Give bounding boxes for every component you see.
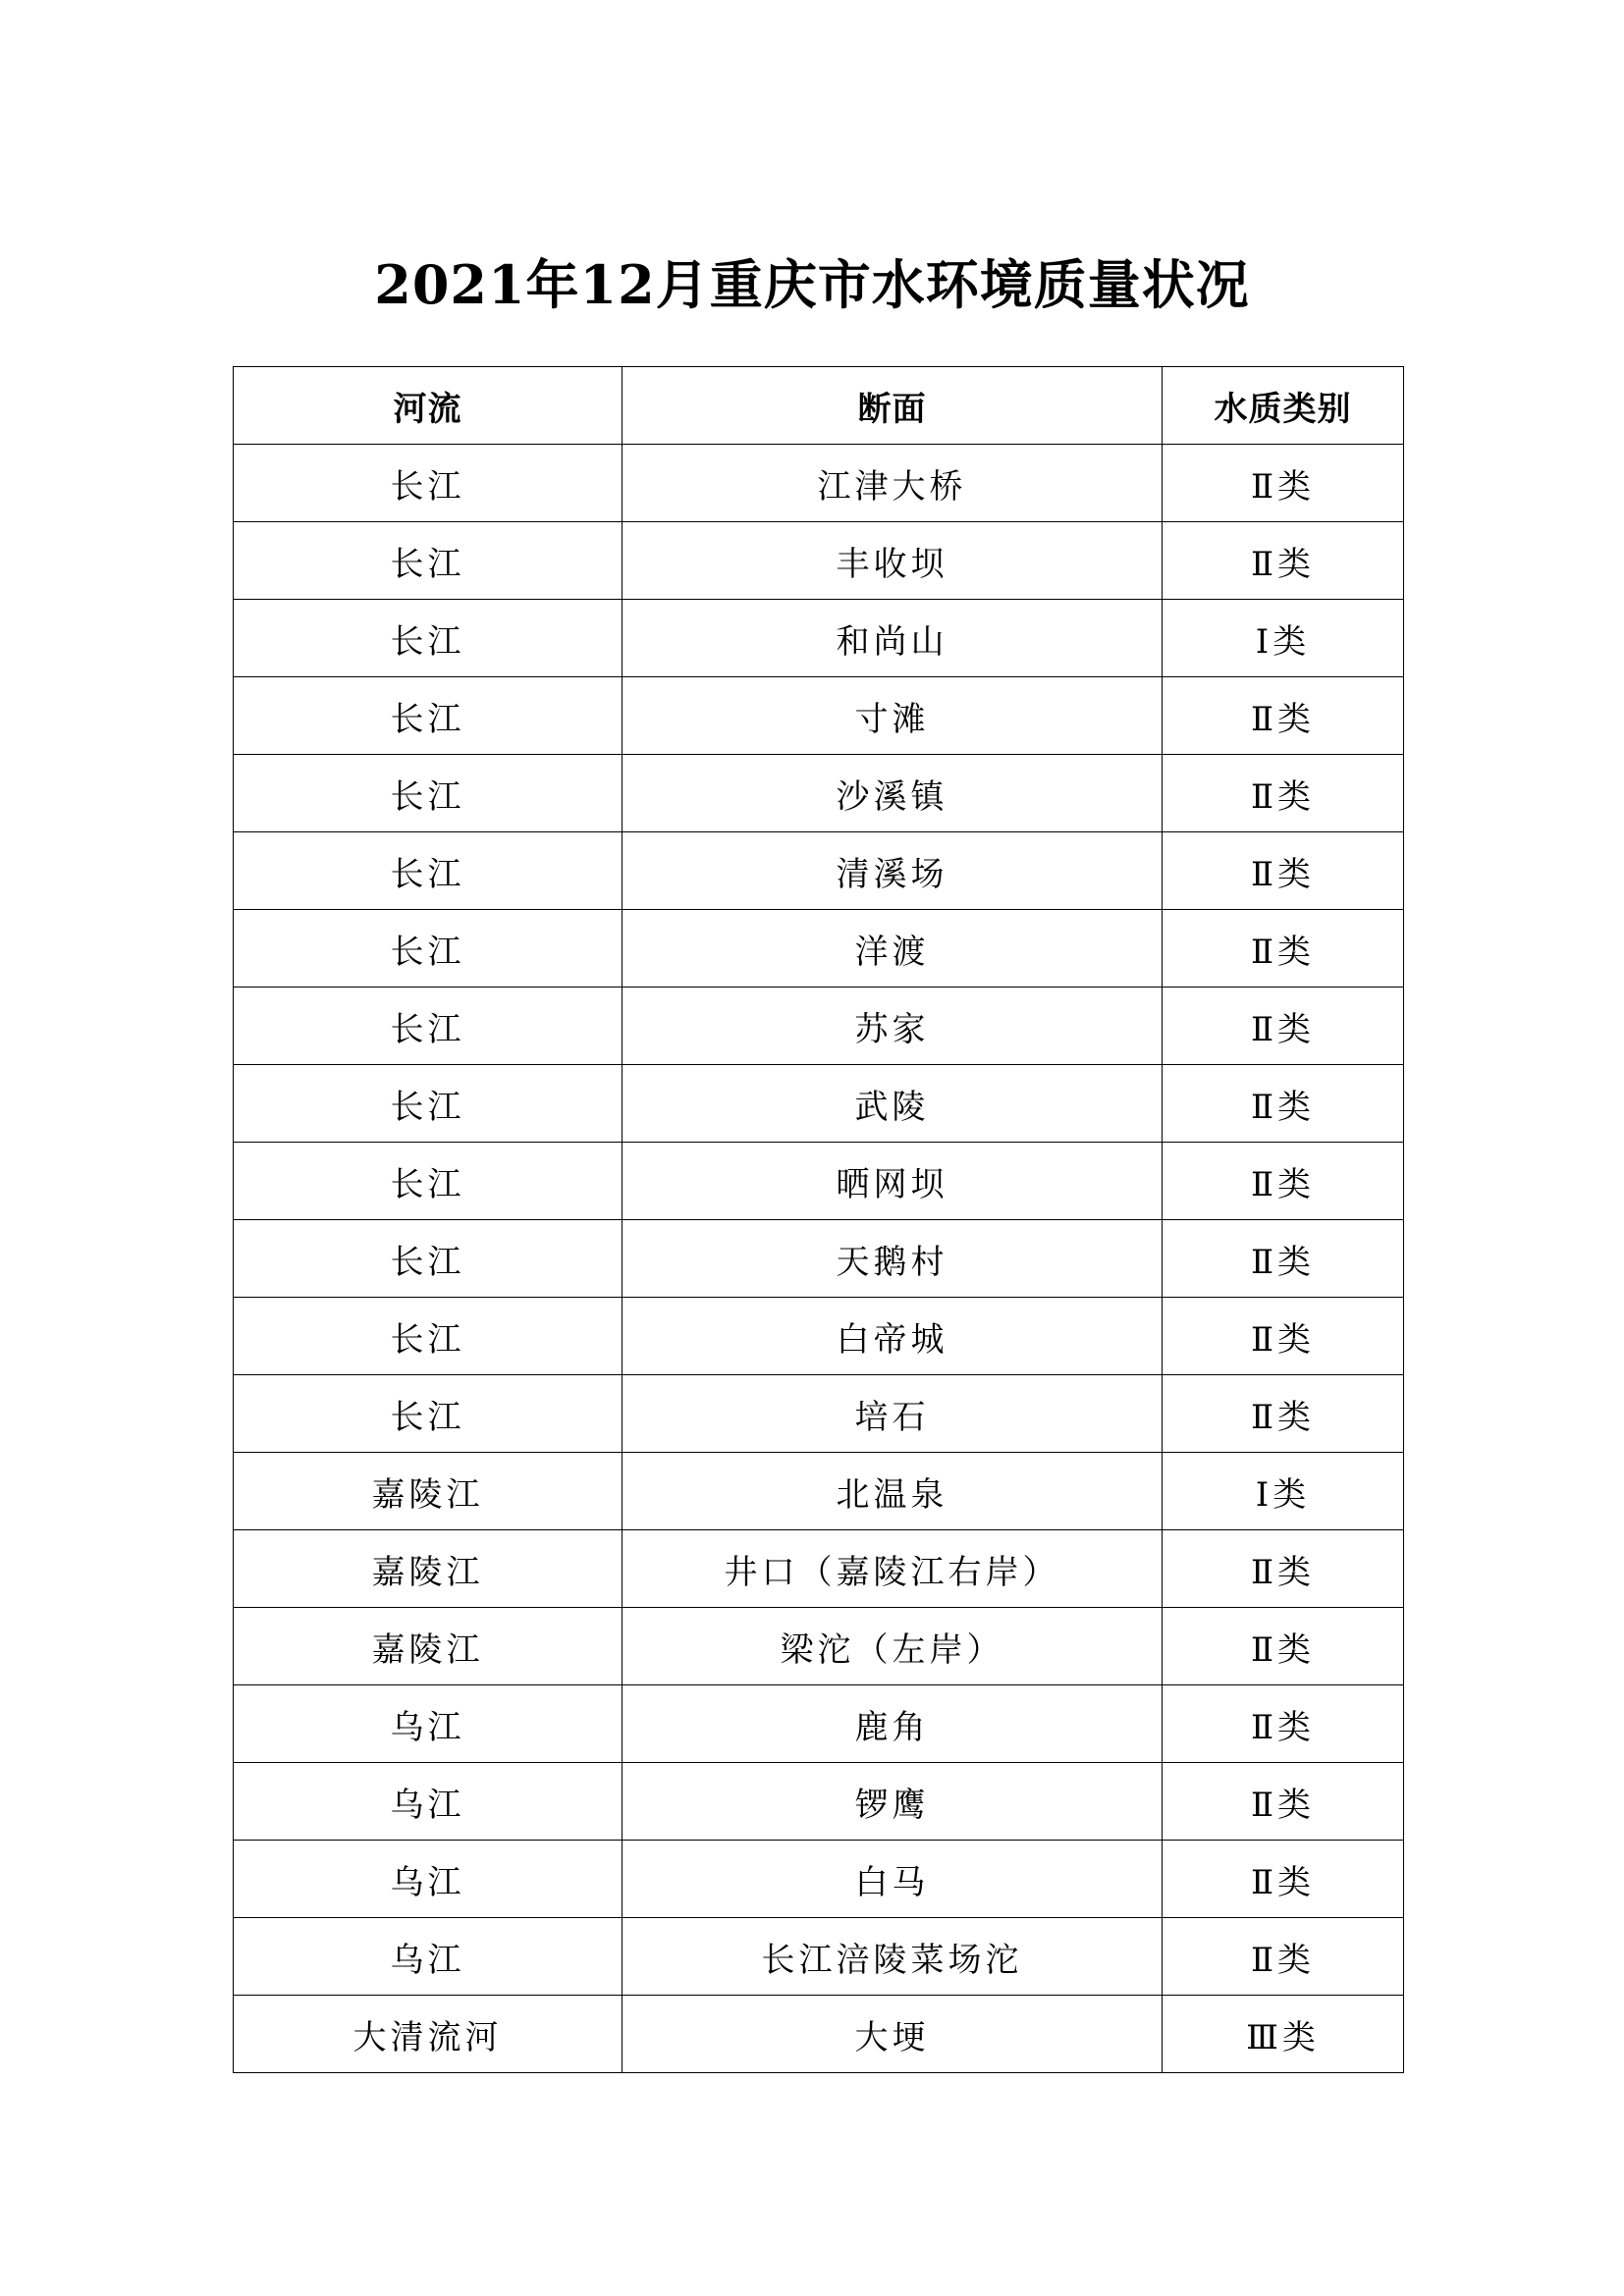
section-cell: 晒网坝 — [623, 1143, 1163, 1220]
table-row — [234, 1841, 1404, 1918]
table-row — [234, 832, 1404, 910]
water-class-cell: Ⅱ类 — [1163, 832, 1404, 910]
river-cell: 长江 — [234, 1220, 623, 1298]
water-class-cell: Ⅰ类 — [1163, 600, 1404, 677]
water-class-cell: Ⅱ类 — [1163, 1685, 1404, 1763]
table-row — [234, 1996, 1404, 2073]
table-row — [234, 522, 1404, 600]
table-row — [234, 1143, 1404, 1220]
section-cell: 清溪场 — [623, 832, 1163, 910]
river-cell: 乌江 — [234, 1685, 623, 1763]
river-cell: 长江 — [234, 988, 623, 1065]
section-cell: 和尚山 — [623, 600, 1163, 677]
table-body — [234, 445, 1404, 2073]
river-cell: 长江 — [234, 1065, 623, 1143]
water-class-cell: Ⅱ类 — [1163, 1220, 1404, 1298]
water-quality-table — [233, 366, 1404, 2073]
header-river: 河流 — [234, 367, 623, 445]
table-row — [234, 1685, 1404, 1763]
table-row — [234, 1375, 1404, 1453]
table-row — [234, 1065, 1404, 1143]
river-cell: 乌江 — [234, 1918, 623, 1996]
section-cell: 鹿角 — [623, 1685, 1163, 1763]
water-class-cell: Ⅰ类 — [1163, 1453, 1404, 1530]
river-cell: 长江 — [234, 522, 623, 600]
water-class-cell: Ⅱ类 — [1163, 755, 1404, 832]
table-header-row — [234, 367, 1404, 445]
river-cell: 乌江 — [234, 1841, 623, 1918]
table-row — [234, 1763, 1404, 1841]
section-cell: 长江涪陵菜场沱 — [623, 1918, 1163, 1996]
water-class-cell: Ⅱ类 — [1163, 1375, 1404, 1453]
table-row — [234, 445, 1404, 522]
water-class-cell: Ⅱ类 — [1163, 1841, 1404, 1918]
section-cell: 白帝城 — [623, 1298, 1163, 1375]
water-class-cell: Ⅱ类 — [1163, 1763, 1404, 1841]
river-cell: 长江 — [234, 1298, 623, 1375]
section-cell: 培石 — [623, 1375, 1163, 1453]
section-cell: 梁沱（左岸） — [623, 1608, 1163, 1685]
water-class-cell: Ⅱ类 — [1163, 522, 1404, 600]
table-row — [234, 677, 1404, 755]
section-cell: 苏家 — [623, 988, 1163, 1065]
header-section: 断面 — [623, 367, 1163, 445]
river-cell: 长江 — [234, 1375, 623, 1453]
table-row — [234, 1298, 1404, 1375]
table-row — [234, 988, 1404, 1065]
river-cell: 乌江 — [234, 1763, 623, 1841]
water-class-cell: Ⅱ类 — [1163, 1608, 1404, 1685]
water-class-cell: Ⅱ类 — [1163, 1530, 1404, 1608]
section-cell: 天鹅村 — [623, 1220, 1163, 1298]
river-cell: 长江 — [234, 600, 623, 677]
section-cell: 大埂 — [623, 1996, 1163, 2073]
page-title: 2021年12月重庆市水环境质量状况 — [374, 253, 1250, 316]
river-cell: 嘉陵江 — [234, 1608, 623, 1685]
river-cell: 长江 — [234, 445, 623, 522]
table-row — [234, 910, 1404, 988]
river-cell: 嘉陵江 — [234, 1453, 623, 1530]
water-class-cell: Ⅱ类 — [1163, 1143, 1404, 1220]
water-class-cell: Ⅱ类 — [1163, 1918, 1404, 1996]
section-cell: 沙溪镇 — [623, 755, 1163, 832]
river-cell: 长江 — [234, 832, 623, 910]
section-cell: 武陵 — [623, 1065, 1163, 1143]
water-class-cell: Ⅱ类 — [1163, 1065, 1404, 1143]
section-cell: 寸滩 — [623, 677, 1163, 755]
river-cell: 嘉陵江 — [234, 1530, 623, 1608]
water-class-cell: Ⅱ类 — [1163, 988, 1404, 1065]
water-class-cell: Ⅱ类 — [1163, 445, 1404, 522]
table-row — [234, 1530, 1404, 1608]
section-cell: 江津大桥 — [623, 445, 1163, 522]
table-row — [234, 1220, 1404, 1298]
table-row — [234, 755, 1404, 832]
river-cell: 长江 — [234, 755, 623, 832]
section-cell: 洋渡 — [623, 910, 1163, 988]
river-cell: 长江 — [234, 910, 623, 988]
water-class-cell: Ⅱ类 — [1163, 910, 1404, 988]
section-cell: 丰收坝 — [623, 522, 1163, 600]
section-cell: 井口（嘉陵江右岸） — [623, 1530, 1163, 1608]
table-row — [234, 1453, 1404, 1530]
water-class-cell: Ⅱ类 — [1163, 1298, 1404, 1375]
section-cell: 白马 — [623, 1841, 1163, 1918]
table-row — [234, 600, 1404, 677]
water-class-cell: Ⅱ类 — [1163, 677, 1404, 755]
water-class-cell: Ⅲ类 — [1163, 1996, 1404, 2073]
header-water-class: 水质类别 — [1163, 367, 1404, 445]
river-cell: 大清流河 — [234, 1996, 623, 2073]
river-cell: 长江 — [234, 1143, 623, 1220]
section-cell: 锣鹰 — [623, 1763, 1163, 1841]
table-row — [234, 1608, 1404, 1685]
river-cell: 长江 — [234, 677, 623, 755]
table-row — [234, 1918, 1404, 1996]
section-cell: 北温泉 — [623, 1453, 1163, 1530]
